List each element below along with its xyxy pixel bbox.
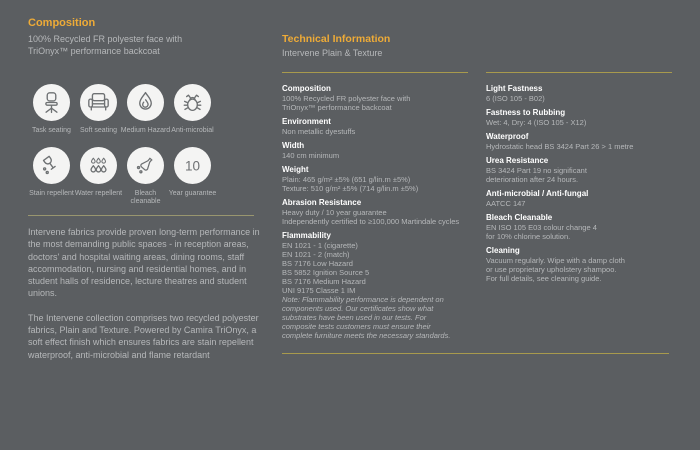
technical-information-subtitle: Intervene Plain & Texture bbox=[282, 48, 383, 58]
spec-cleaning bbox=[486, 246, 672, 283]
spec-anti-microbial-anti-fungal bbox=[486, 189, 672, 208]
spec-line: UNI 9175 Classe 1 IM bbox=[282, 286, 356, 295]
composition-title: Composition bbox=[28, 17, 96, 29]
spec-line: Texture: 510 g/m² ±5% (714 g/lin.m ±5%) bbox=[282, 184, 419, 193]
spec-note: Note: Flammability performance is dependent on components used. Our certificates show what substrates have been used in our tests. For composite tests customers must ensure their complete furniture meets the necessary standards. bbox=[282, 295, 451, 340]
spec-line: BS 7176 Medium Hazard bbox=[282, 277, 366, 286]
spec-line: Heavy duty / 10 year guarantee bbox=[282, 208, 387, 217]
icon-label: Task seating bbox=[32, 127, 71, 134]
feature-anti-microbial bbox=[169, 84, 216, 135]
spec-line: For full details, see cleaning guide. bbox=[486, 274, 602, 283]
spec-line: 6 (ISO 105 - B02) bbox=[486, 94, 545, 103]
icon-label: Water repellent bbox=[74, 190, 123, 197]
spec-heading: Fastness to Rubbing bbox=[486, 108, 566, 117]
spec-heading: Width bbox=[282, 141, 305, 150]
task-seating-icon bbox=[33, 84, 70, 121]
spec-urea-resistance bbox=[486, 156, 672, 184]
collection-paragraph: The Intervene collection comprises two recycled polyester fabrics, Plain and Texture. Powered by Camira TriOnyx, a soft effect finish which ensures fabrics are stain repellent waterproof, anti-microbial and flame retardant bbox=[28, 312, 259, 360]
column-divider bbox=[282, 72, 468, 73]
feature-year-guarantee bbox=[169, 147, 216, 206]
feature-soft-seating bbox=[75, 84, 122, 135]
spec-line: Wet: 4, Dry: 4 (ISO 105 - X12) bbox=[486, 118, 587, 127]
spec-line: EN 1021 - 2 (match) bbox=[282, 250, 350, 259]
spec-line: AATCC 147 bbox=[486, 199, 526, 208]
spec-line: EN 1021 - 1 (cigarette) bbox=[282, 241, 358, 250]
spec-line: or use proprietary upholstery shampoo. bbox=[486, 265, 617, 274]
spec-line: TriOnyx™ performance backcoat bbox=[282, 103, 392, 112]
icon-label: Year guarantee bbox=[168, 190, 217, 197]
feature-medium-hazard bbox=[122, 84, 169, 135]
spec-heading: Cleaning bbox=[486, 246, 520, 255]
spec-fastness-to-rubbing bbox=[486, 108, 672, 127]
technical-information-header bbox=[282, 33, 482, 59]
icon-label: Bleach cleanable bbox=[130, 190, 161, 205]
icon-label: Anti-microbial bbox=[171, 127, 214, 134]
left-divider bbox=[28, 215, 254, 216]
spec-line: Plain: 465 g/m² ±5% (651 g/lin.m ±5%) bbox=[282, 175, 411, 184]
bleach-cleanable-icon bbox=[127, 147, 164, 184]
spec-line: 100% Recycled FR polyester face with bbox=[282, 94, 411, 103]
intro-paragraph: Intervene fabrics provide proven long-term performance in the most demanding public spaces - in reception areas, doctors' and hospital waiting areas, dining rooms, staff accommodation, nursing and residential homes, and in student halls of residence, lecture theatres and student unions. bbox=[28, 227, 260, 299]
feature-icon-grid bbox=[28, 84, 260, 206]
bottom-divider bbox=[282, 353, 669, 354]
year-guarantee-icon bbox=[174, 147, 211, 184]
water-repellent-icon bbox=[80, 147, 117, 184]
spec-heading: Weight bbox=[282, 165, 309, 174]
column-divider bbox=[486, 72, 672, 73]
feature-task-seating bbox=[28, 84, 75, 135]
spec-waterproof bbox=[486, 132, 672, 151]
spec-line: Non metallic dyestuffs bbox=[282, 127, 356, 136]
spec-line: for 10% chlorine solution. bbox=[486, 232, 571, 241]
spec-composition bbox=[282, 84, 468, 112]
spec-environment bbox=[282, 117, 468, 136]
svg-text:10: 10 bbox=[184, 158, 201, 174]
spec-line: Vacuum regularly. Wipe with a damp cloth bbox=[486, 256, 625, 265]
stain-repellent-icon bbox=[33, 147, 70, 184]
spec-column-1 bbox=[282, 72, 468, 345]
soft-seating-icon bbox=[80, 84, 117, 121]
spec-heading: Flammability bbox=[282, 231, 331, 240]
spec-heading: Urea Resistance bbox=[486, 156, 549, 165]
spec-weight bbox=[282, 165, 468, 193]
composition-subtitle: 100% Recycled FR polyester face with TriOnyx™ performance backcoat bbox=[28, 34, 183, 56]
medium-hazard-icon bbox=[127, 84, 164, 121]
spec-abrasion-resistance bbox=[282, 198, 468, 226]
spec-heading: Waterproof bbox=[486, 132, 529, 141]
feature-water-repellent bbox=[75, 147, 122, 206]
spec-column-2 bbox=[486, 72, 672, 288]
spec-line: BS 5852 Ignition Source 5 bbox=[282, 268, 370, 277]
spec-heading: Abrasion Resistance bbox=[282, 198, 362, 207]
spec-heading: Bleach Cleanable bbox=[486, 213, 553, 222]
technical-information-title: Technical Information bbox=[282, 33, 391, 45]
spec-heading: Light Fastness bbox=[486, 84, 543, 93]
spec-bleach-cleanable bbox=[486, 213, 672, 241]
spec-width bbox=[282, 141, 468, 160]
spec-flammability bbox=[282, 231, 468, 340]
spec-heading: Anti-microbial / Anti-fungal bbox=[486, 189, 589, 198]
icon-label: Stain repellent bbox=[29, 190, 74, 197]
spec-heading: Composition bbox=[282, 84, 331, 93]
spec-line: EN ISO 105 E03 colour change 4 bbox=[486, 223, 597, 232]
feature-stain-repellent bbox=[28, 147, 75, 206]
icon-label: Medium Hazard bbox=[120, 127, 171, 134]
anti-microbial-icon bbox=[174, 84, 211, 121]
spec-line: Independently certified to ≥100,000 Martindale cycles bbox=[282, 217, 460, 226]
spec-line: Hydrostatic head BS 3424 Part 26 > 1 metre bbox=[486, 142, 634, 151]
feature-bleach-cleanable bbox=[122, 147, 169, 206]
spec-light-fastness bbox=[486, 84, 672, 103]
spec-line: BS 7176 Low Hazard bbox=[282, 259, 353, 268]
spec-heading: Environment bbox=[282, 117, 331, 126]
composition-section bbox=[28, 17, 260, 373]
spec-line: BS 3424 Part 19 no significant bbox=[486, 166, 587, 175]
icon-label: Soft seating bbox=[80, 127, 117, 134]
spec-line: deterioration after 24 hours. bbox=[486, 175, 579, 184]
spec-line: 140 cm minimum bbox=[282, 151, 340, 160]
